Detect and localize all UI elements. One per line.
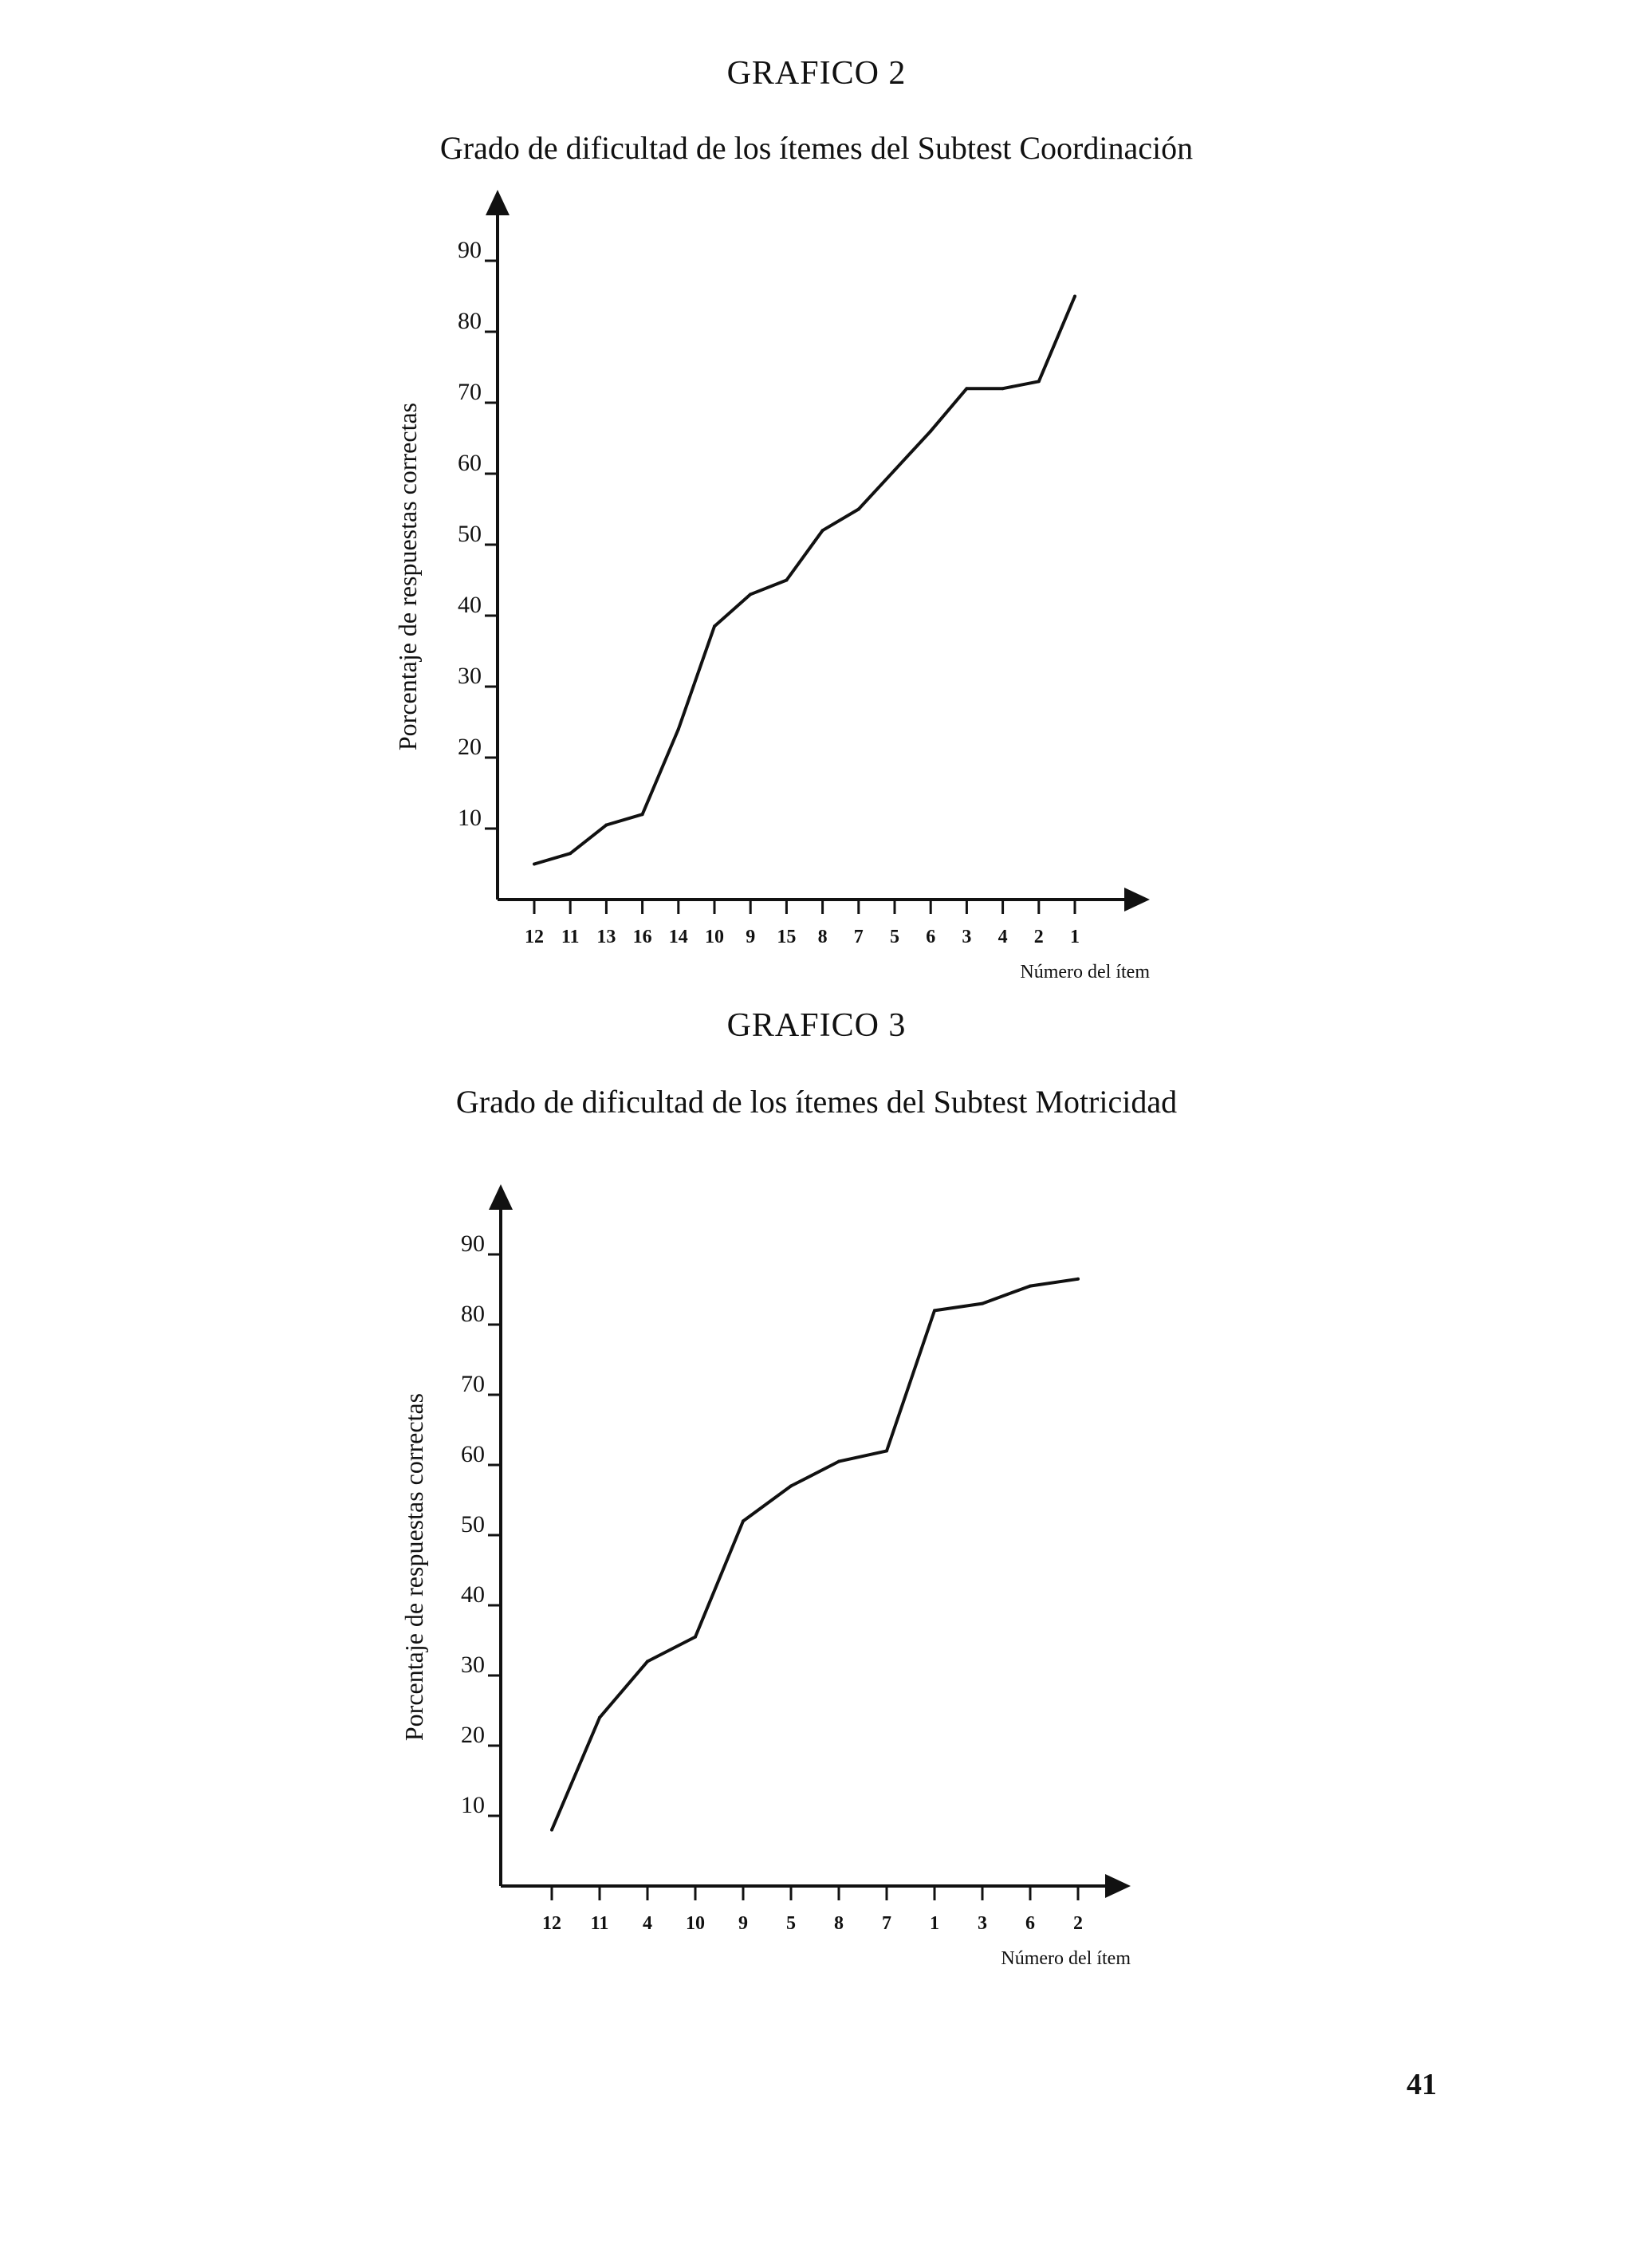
page-number: 41 (1407, 2068, 1437, 2101)
x-tick-label: 8 (834, 1913, 844, 1934)
x-tick-label: 1 (1070, 927, 1080, 947)
x-tick-label: 9 (738, 1913, 748, 1934)
x-tick-label: 10 (705, 927, 724, 947)
data-point (929, 430, 932, 433)
data-point (885, 1449, 888, 1452)
data-point (837, 1460, 840, 1463)
x-tick-label: 14 (668, 927, 688, 947)
y-tick-label: 40 (461, 1581, 485, 1608)
x-tick-label: 10 (686, 1913, 705, 1934)
x-tick-label: 12 (542, 1913, 561, 1934)
x-tick-label: 2 (1073, 1913, 1083, 1934)
data-point (893, 469, 896, 472)
series-line (534, 297, 1075, 864)
data-point (1073, 295, 1076, 298)
y-tick-label: 50 (458, 521, 482, 547)
x-tick-label: 6 (1025, 1913, 1035, 1934)
chart-title: Grado de dificultad de los ítemes del Subtest Motricidad (455, 1084, 1178, 1120)
y-axis-label: Porcentaje de respuestas correctas (393, 402, 422, 751)
series-line (552, 1279, 1078, 1830)
data-point (981, 1302, 984, 1305)
chart-title: Grado de dificultad de los ítemes del Subtest Coordinación (439, 130, 1194, 166)
x-tick-label: 13 (596, 927, 616, 947)
data-point (641, 813, 644, 816)
y-tick-label: 60 (461, 1441, 485, 1467)
y-tick-label: 10 (458, 805, 482, 831)
y-tick-label: 70 (461, 1371, 485, 1397)
x-tick-label: 12 (525, 927, 544, 947)
y-axis-label: Porcentaje de respuestas correctas (399, 1392, 428, 1742)
x-tick-label: 4 (998, 927, 1008, 947)
data-point (550, 1829, 553, 1832)
x-tick-label: 15 (777, 927, 797, 947)
x-tick-label: 16 (632, 927, 652, 947)
x-tick-label: 5 (890, 927, 899, 947)
data-point (646, 1660, 649, 1663)
data-point (742, 1519, 745, 1522)
data-point (857, 508, 860, 511)
line-chart-coordinacion (0, 175, 1633, 989)
y-tick-label: 40 (458, 592, 482, 618)
x-axis-label: Número del ítem (1001, 1948, 1131, 1969)
x-tick-label: 2 (1033, 927, 1044, 947)
data-point (749, 593, 752, 596)
data-point (785, 579, 788, 582)
x-tick-label: 7 (853, 927, 864, 947)
chart-svg (0, 175, 1633, 989)
y-tick-label: 20 (458, 734, 482, 760)
x-axis-arrow-icon (1105, 1874, 1131, 1898)
line-chart-motricidad (0, 1140, 1633, 1986)
x-tick-label: 9 (746, 927, 756, 947)
data-point (604, 824, 608, 827)
data-point (1001, 387, 1005, 390)
y-axis-arrow-icon (489, 1184, 513, 1210)
y-tick-label: 90 (458, 237, 482, 263)
data-point (1029, 1285, 1032, 1288)
x-tick-label: 3 (978, 1913, 987, 1934)
data-point (1037, 380, 1041, 383)
y-tick-label: 30 (458, 663, 482, 689)
data-point (1076, 1278, 1080, 1281)
data-point (694, 1636, 697, 1639)
x-tick-label: 6 (926, 927, 936, 947)
data-point (933, 1309, 936, 1312)
y-tick-label: 80 (461, 1301, 485, 1327)
data-point (677, 727, 680, 730)
data-point (569, 852, 572, 855)
data-point (713, 624, 716, 628)
x-tick-label: 7 (882, 1913, 891, 1934)
x-tick-label: 3 (962, 927, 972, 947)
data-point (965, 387, 968, 390)
y-tick-label: 30 (461, 1652, 485, 1678)
data-point (789, 1484, 793, 1487)
y-tick-label: 70 (458, 379, 482, 405)
chart-svg (0, 1140, 1633, 1986)
chart-heading: GRAFICO 3 (726, 1007, 907, 1044)
x-axis-arrow-icon (1124, 888, 1150, 912)
data-point (598, 1716, 601, 1719)
y-axis-arrow-icon (486, 190, 510, 215)
x-tick-label: 11 (561, 927, 580, 947)
y-tick-label: 80 (458, 308, 482, 334)
y-tick-label: 60 (458, 450, 482, 476)
data-point (533, 863, 536, 866)
y-tick-label: 20 (461, 1722, 485, 1748)
x-tick-label: 8 (817, 927, 828, 947)
x-tick-label: 4 (643, 1913, 652, 1934)
x-tick-label: 11 (590, 1913, 609, 1934)
y-tick-label: 90 (461, 1230, 485, 1257)
x-tick-label: 5 (786, 1913, 796, 1934)
chart-heading: GRAFICO 2 (726, 55, 907, 92)
y-tick-label: 10 (461, 1792, 485, 1818)
x-tick-label: 1 (930, 1913, 939, 1934)
data-point (821, 529, 824, 532)
x-axis-label: Número del ítem (1020, 962, 1150, 982)
y-tick-label: 50 (461, 1511, 485, 1538)
